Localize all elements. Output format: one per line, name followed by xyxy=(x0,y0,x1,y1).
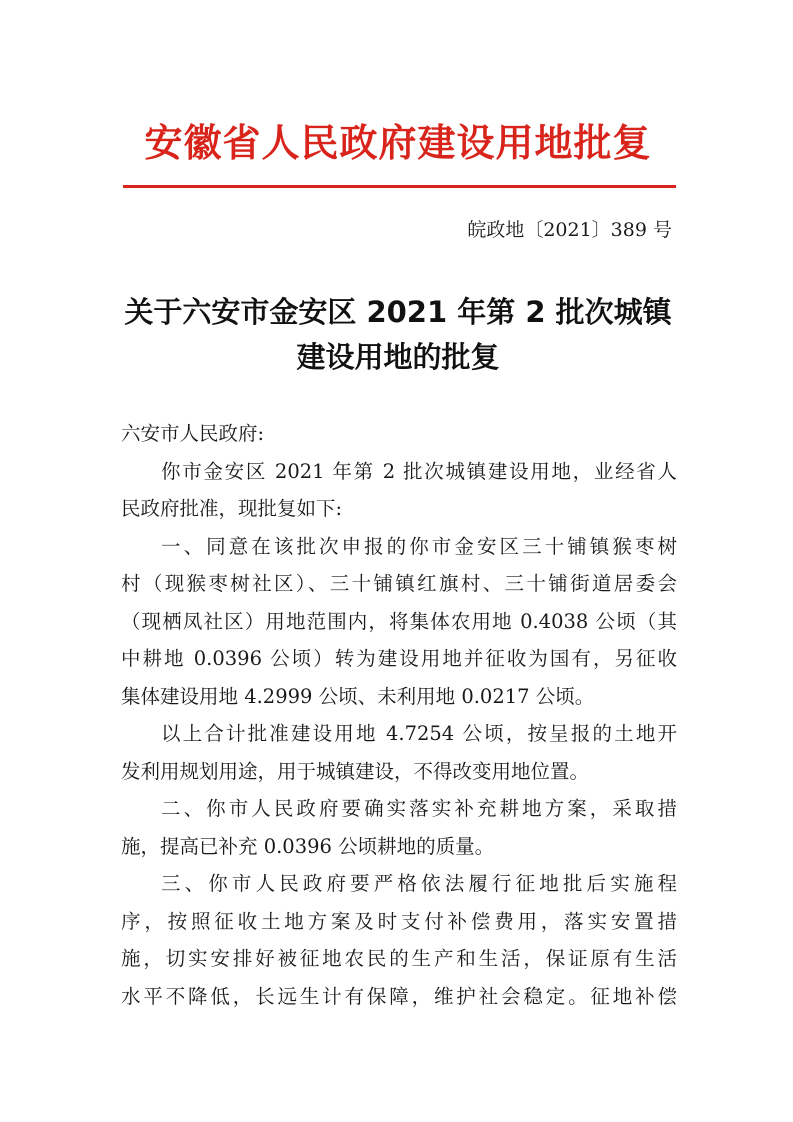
body-line: 你市金安区 2021 年第 2 批次城镇建设用地，业经省人 xyxy=(161,459,677,483)
body-line: 中耕地 0.0396 公顷）转为建设用地并征收为国有，另征收 xyxy=(121,647,677,670)
document-body xyxy=(121,415,677,1015)
body-line: 集体建设用地 4.2999 公顷、未利用地 0.0217 公顷。 xyxy=(121,684,595,708)
body-line: 施，提高已补充 0.0396 公顷耕地的质量。 xyxy=(121,834,495,858)
title-line-1: 关于六安市金安区 2021 年第 2 批次城镇 xyxy=(124,295,672,329)
body-line: 发利用规划用途，用于城镇建设，不得改变用地位置。 xyxy=(121,759,590,783)
body-line: 村（现猴枣树社区）、三十铺镇红旗村、三十铺街道居委会 xyxy=(121,572,677,595)
body-line: 二、你市人民政府要确实落实补充耕地方案，采取措 xyxy=(161,797,677,820)
body-line: 施，切实安排好被征地农民的生产和生活，保证原有生活 xyxy=(121,947,677,970)
body-line: 一、同意在该批次申报的你市金安区三十铺镇猴枣树 xyxy=(161,534,677,558)
body-line: （现栖凤社区）用地范围内，将集体农用地 0.4038 公顷（其 xyxy=(121,609,677,633)
salutation: 六安市人民政府: xyxy=(121,422,265,445)
body-line: 序，按照征收土地方案及时支付补偿费用，落实安置措 xyxy=(121,909,677,933)
title-line-2: 建设用地的批复 xyxy=(296,340,500,374)
body-line: 以上合计批准建设用地 4.7254 公顷，按呈报的土地开 xyxy=(161,722,677,745)
body-line: 水平不降低，长远生计有保障，维护社会稳定。征地补偿 xyxy=(121,984,677,1008)
masthead-red-rule xyxy=(123,185,676,188)
masthead-title: 安徽省人民政府建设用地批复 xyxy=(144,120,652,165)
body-line: 民政府批准，现批复如下: xyxy=(121,497,343,520)
document-title xyxy=(110,290,686,380)
body-line: 三、你市人民政府要严格依法履行征地批后实施程 xyxy=(161,872,677,895)
document-number: 皖政地〔2021〕389 号 xyxy=(467,219,672,241)
